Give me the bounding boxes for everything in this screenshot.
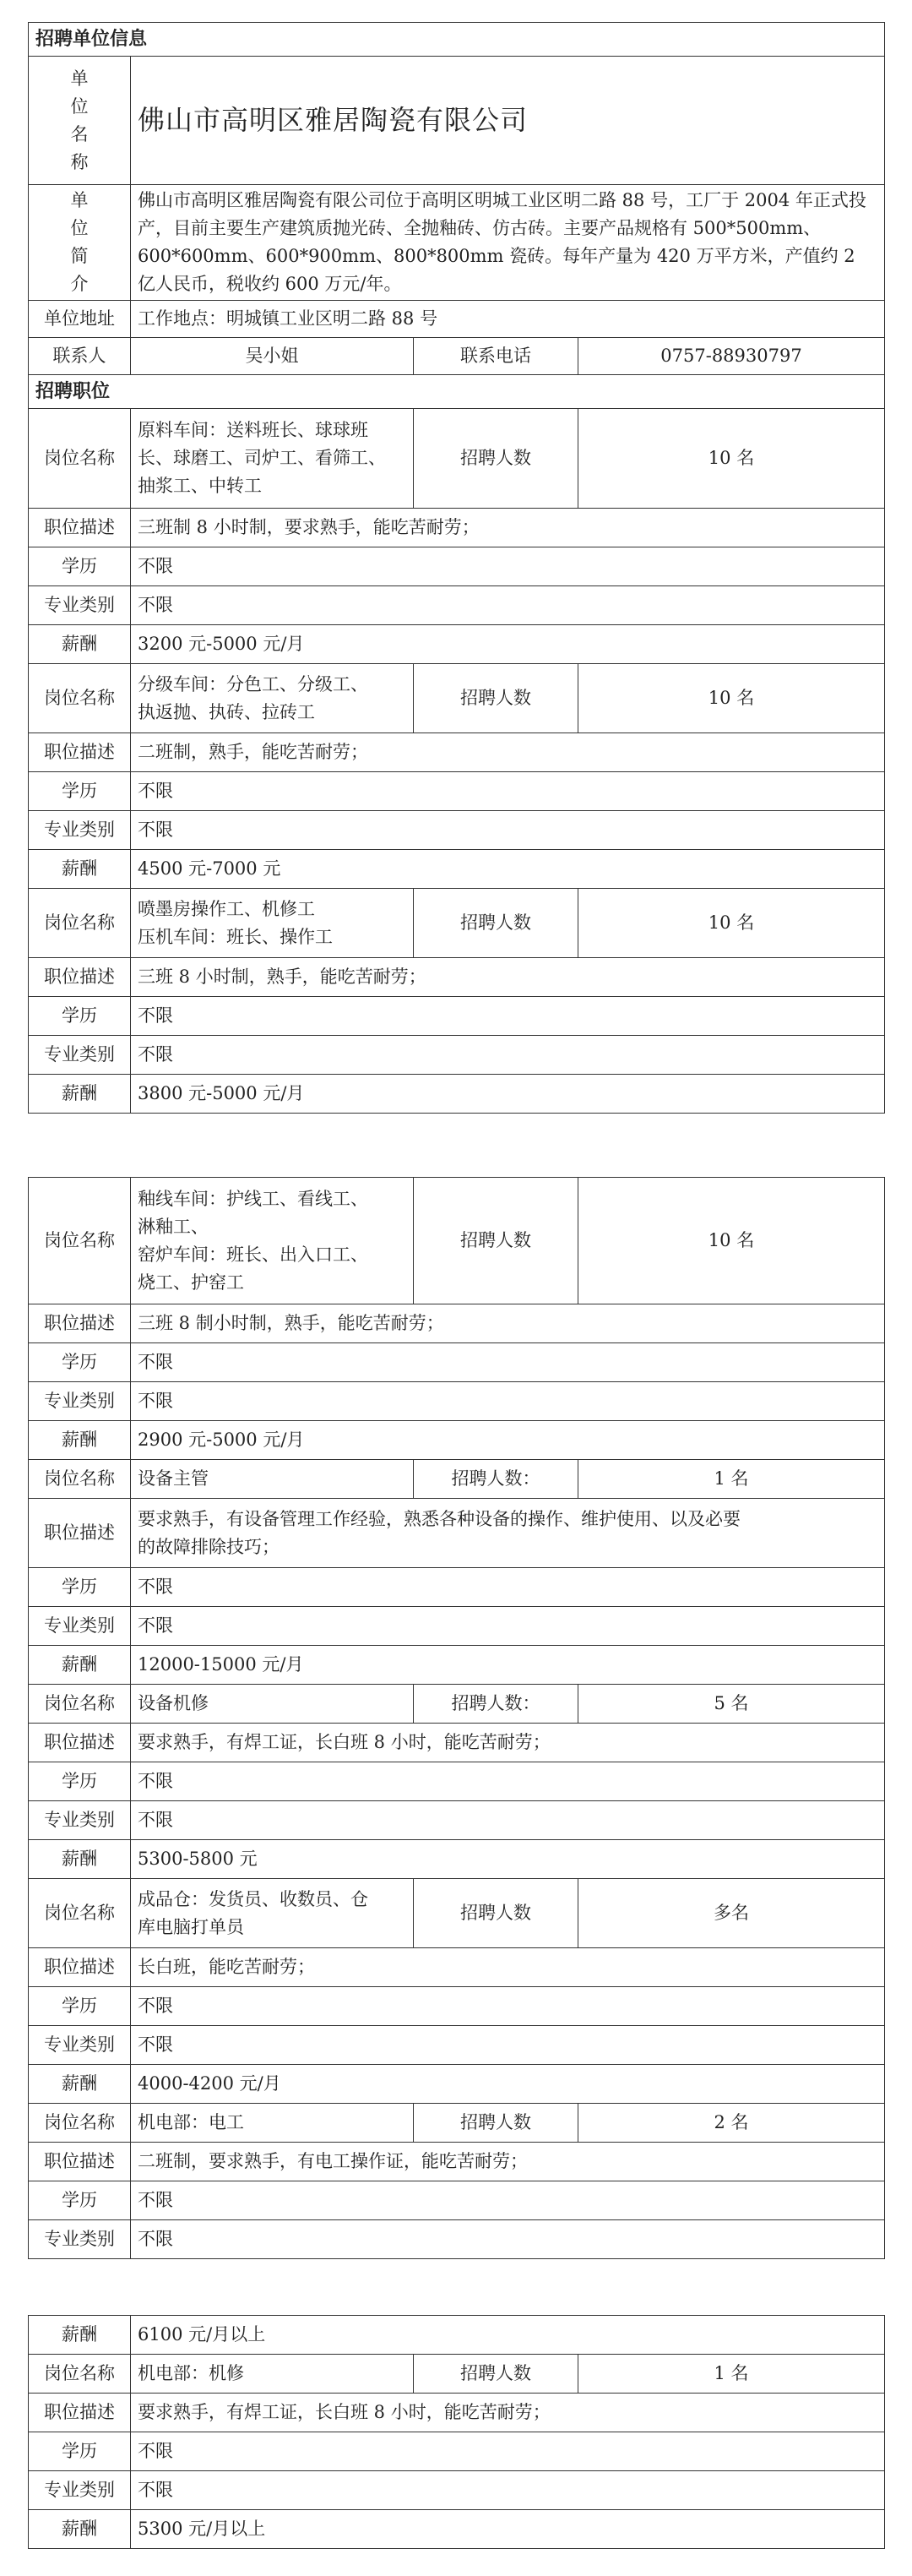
- major-label: 专业类别: [29, 586, 131, 625]
- job-salary: 12000-15000 元/月: [131, 1646, 885, 1685]
- contact-phone: 0757-88930797: [578, 338, 885, 375]
- section-title-jobs: 招聘职位: [29, 375, 885, 409]
- job-row: [29, 409, 885, 509]
- job-salary: 4500 元-7000 元: [131, 850, 885, 889]
- job-headcount: 1 名: [578, 1460, 885, 1499]
- job-headcount: 2 名: [578, 2104, 885, 2143]
- desc-label: 职位描述: [29, 1499, 131, 1568]
- job-row: [29, 664, 885, 733]
- job-education: 不限: [131, 2432, 885, 2471]
- desc-label: 职位描述: [29, 1724, 131, 1762]
- salary-label: 薪酬: [29, 1075, 131, 1114]
- job-description: 要求熟手，有设备管理工作经验，熟悉各种设备的操作、维护使用、以及必要 的故障排除技巧；: [131, 1499, 885, 1568]
- job-salary: 3200 元-5000 元/月: [131, 625, 885, 664]
- job-row: [29, 1879, 885, 1948]
- job-major: 不限: [131, 586, 885, 625]
- education-label: 学历: [29, 1762, 131, 1801]
- position-label: 岗位名称: [29, 664, 131, 733]
- job-major: 不限: [131, 1801, 885, 1840]
- jobs-block-3: [28, 2315, 885, 2549]
- job-salary: 2900 元-5000 元/月: [131, 1421, 885, 1460]
- salary-label: 薪酬: [29, 2510, 131, 2549]
- headcount-label: 招聘人数: [414, 409, 578, 509]
- company-name: 佛山市高明区雅居陶瓷有限公司: [131, 57, 885, 185]
- job-salary: 6100 元/月以上: [131, 2316, 885, 2355]
- major-label: 专业类别: [29, 811, 131, 850]
- headcount-label: 招聘人数：: [414, 1685, 578, 1724]
- desc-label: 职位描述: [29, 1948, 131, 1987]
- job-position: 机电部：电工: [131, 2104, 414, 2143]
- salary-label: 薪酬: [29, 1840, 131, 1879]
- job-major: 不限: [131, 2471, 885, 2510]
- salary-label: 薪酬: [29, 850, 131, 889]
- job-headcount: 10 名: [578, 1178, 885, 1304]
- job-headcount: 1 名: [578, 2355, 885, 2394]
- company-address: 工作地点：明城镇工业区明二路 88 号: [131, 301, 885, 338]
- position-label: 岗位名称: [29, 1460, 131, 1499]
- job-description: 长白班，能吃苦耐劳；: [131, 1948, 885, 1987]
- education-label: 学历: [29, 1343, 131, 1382]
- headcount-label: 招聘人数: [414, 664, 578, 733]
- major-label: 专业类别: [29, 2220, 131, 2259]
- job-education: 不限: [131, 772, 885, 811]
- desc-label: 职位描述: [29, 1304, 131, 1343]
- job-position: 喷墨房操作工、机修工 压机车间：班长、操作工: [131, 889, 414, 958]
- job-education: 不限: [131, 1987, 885, 2026]
- job-position: 原料车间：送料班长、球球班 长、球磨工、司炉工、看筛工、 抽浆工、中转工: [131, 409, 414, 509]
- job-major: 不限: [131, 1607, 885, 1646]
- job-position: 成品仓：发货员、收数员、仓 库电脑打单员: [131, 1879, 414, 1948]
- desc-label: 职位描述: [29, 2143, 131, 2181]
- section-title-company: 招聘单位信息: [29, 23, 885, 57]
- salary-label: 薪酬: [29, 625, 131, 664]
- jobs-block-2: [28, 1177, 885, 2259]
- job-headcount: 10 名: [578, 409, 885, 509]
- salary-label: 薪酬: [29, 2316, 131, 2355]
- desc-label: 职位描述: [29, 509, 131, 547]
- job-row: [29, 1460, 885, 1499]
- job-description: 二班制，要求熟手，有电工操作证，能吃苦耐劳；: [131, 2143, 885, 2181]
- job-education: 不限: [131, 2181, 885, 2220]
- phone-label: 联系电话: [414, 338, 578, 375]
- contact-person: 吴小姐: [131, 338, 414, 375]
- headcount-label: 招聘人数: [414, 1879, 578, 1948]
- headcount-label: 招聘人数: [414, 1178, 578, 1304]
- job-description: 二班制，熟手，能吃苦耐劳；: [131, 733, 885, 772]
- job-position: 机电部：机修: [131, 2355, 414, 2394]
- position-label: 岗位名称: [29, 1178, 131, 1304]
- salary-label: 薪酬: [29, 1646, 131, 1685]
- job-headcount: 10 名: [578, 664, 885, 733]
- job-row: [29, 1178, 885, 1304]
- job-education: 不限: [131, 1343, 885, 1382]
- company-and-jobs-block-1: [28, 22, 885, 1114]
- job-education: 不限: [131, 997, 885, 1036]
- job-headcount: 多名: [578, 1879, 885, 1948]
- job-education: 不限: [131, 1762, 885, 1801]
- position-label: 岗位名称: [29, 1685, 131, 1724]
- education-label: 学历: [29, 547, 131, 586]
- job-position: 釉线车间：护线工、看线工、 淋釉工、 窑炉车间：班长、出入口工、 烧工、护窑工: [131, 1178, 414, 1304]
- job-position: 分级车间：分色工、分级工、 执返抛、执砖、拉砖工: [131, 664, 414, 733]
- job-headcount: 10 名: [578, 889, 885, 958]
- address-label: 单位地址: [29, 301, 131, 338]
- education-label: 学历: [29, 2432, 131, 2471]
- company-name-label: 单 位 名 称: [29, 57, 131, 185]
- major-label: 专业类别: [29, 1382, 131, 1421]
- position-label: 岗位名称: [29, 409, 131, 509]
- job-major: 不限: [131, 2220, 885, 2259]
- headcount-label: 招聘人数：: [414, 1460, 578, 1499]
- job-row: [29, 1685, 885, 1724]
- salary-label: 薪酬: [29, 2065, 131, 2104]
- headcount-label: 招聘人数: [414, 889, 578, 958]
- headcount-label: 招聘人数: [414, 2104, 578, 2143]
- company-intro: 佛山市高明区雅居陶瓷有限公司位于高明区明城工业区明二路 88 号，工厂于 2004 年正式投产，目前主要生产建筑质抛光砖、全抛釉砖、仿古砖。主要产品规格有 500*500mm、600*600mm、600*900mm、800*800mm 瓷砖。每年产量为 420 万平方米，产值约 2 亿人民币，税收约 600 万元/年。: [131, 185, 885, 301]
- education-label: 学历: [29, 1568, 131, 1607]
- job-major: 不限: [131, 811, 885, 850]
- desc-label: 职位描述: [29, 958, 131, 997]
- job-salary: 4000-4200 元/月: [131, 2065, 885, 2104]
- job-education: 不限: [131, 1568, 885, 1607]
- job-major: 不限: [131, 1382, 885, 1421]
- job-position: 设备机修: [131, 1685, 414, 1724]
- job-salary: 5300 元/月以上: [131, 2510, 885, 2549]
- position-label: 岗位名称: [29, 889, 131, 958]
- job-row: [29, 889, 885, 958]
- headcount-label: 招聘人数: [414, 2355, 578, 2394]
- job-row: [29, 2355, 885, 2394]
- job-major: 不限: [131, 2026, 885, 2065]
- desc-label: 职位描述: [29, 733, 131, 772]
- education-label: 学历: [29, 1987, 131, 2026]
- job-salary: 5300-5800 元: [131, 1840, 885, 1879]
- job-education: 不限: [131, 547, 885, 586]
- major-label: 专业类别: [29, 1036, 131, 1075]
- contact-label: 联系人: [29, 338, 131, 375]
- education-label: 学历: [29, 772, 131, 811]
- education-label: 学历: [29, 997, 131, 1036]
- company-intro-label: 单 位 简 介: [29, 185, 131, 301]
- desc-label: 职位描述: [29, 2394, 131, 2432]
- salary-label: 薪酬: [29, 1421, 131, 1460]
- education-label: 学历: [29, 2181, 131, 2220]
- job-headcount: 5 名: [578, 1685, 885, 1724]
- job-row: [29, 2104, 885, 2143]
- position-label: 岗位名称: [29, 2104, 131, 2143]
- job-description: 要求熟手，有焊工证，长白班 8 小时，能吃苦耐劳；: [131, 2394, 885, 2432]
- job-description: 三班 8 制小时制，熟手，能吃苦耐劳；: [131, 1304, 885, 1343]
- job-position: 设备主管: [131, 1460, 414, 1499]
- job-description: 要求熟手，有焊工证，长白班 8 小时，能吃苦耐劳；: [131, 1724, 885, 1762]
- job-major: 不限: [131, 1036, 885, 1075]
- position-label: 岗位名称: [29, 2355, 131, 2394]
- job-description: 三班制 8 小时制，要求熟手，能吃苦耐劳；: [131, 509, 885, 547]
- major-label: 专业类别: [29, 2026, 131, 2065]
- job-salary: 3800 元-5000 元/月: [131, 1075, 885, 1114]
- major-label: 专业类别: [29, 1607, 131, 1646]
- job-description: 三班 8 小时制，熟手，能吃苦耐劳；: [131, 958, 885, 997]
- major-label: 专业类别: [29, 2471, 131, 2510]
- major-label: 专业类别: [29, 1801, 131, 1840]
- position-label: 岗位名称: [29, 1879, 131, 1948]
